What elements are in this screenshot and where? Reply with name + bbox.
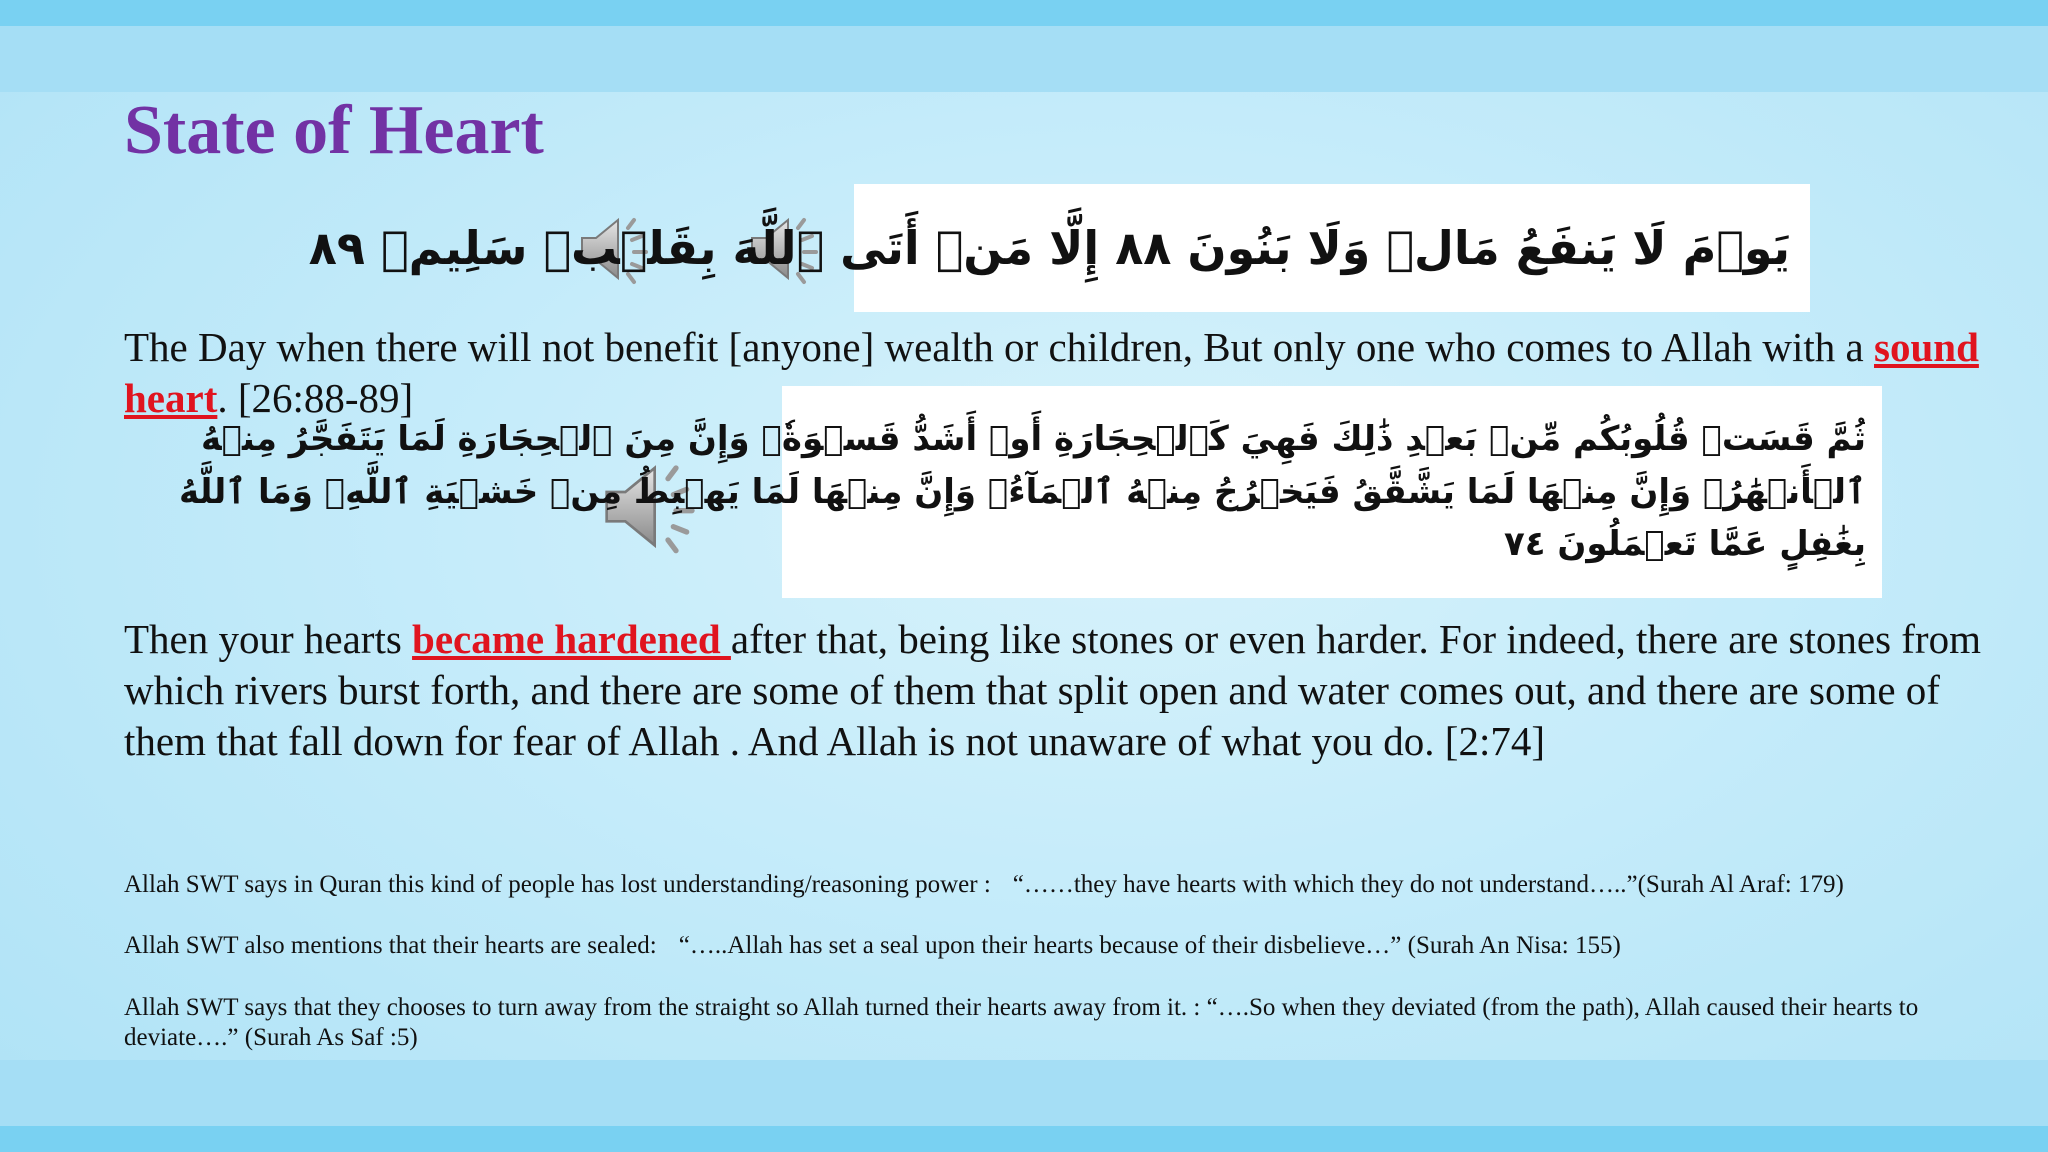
note-text: Allah SWT says in Quran this kind of people has lost understanding/reasoning power : xyxy=(124,871,991,898)
bottom-band-light xyxy=(0,1060,2048,1126)
translation-text: after that, being like stones or even harder. For indeed, there are stones from which rivers burst forth, and there are some of them that split open and water comes out, and there are some of them that fall down for fear of Allah . And Allah is not unaware of what you do. [2:74] xyxy=(124,616,1981,764)
top-band-dark xyxy=(0,0,2048,26)
note-quote: “…..Allah has set a seal upon their hearts because of their disbelieve…” (Surah An Nisa: 155) xyxy=(678,932,1621,959)
note-item xyxy=(124,993,1974,1053)
slide-title: State of Heart xyxy=(124,92,544,169)
top-band-light xyxy=(0,26,2048,92)
note-item xyxy=(124,870,1974,900)
note-quote: “……they have hearts with which they do not understand…..”(Surah Al Araf: 179) xyxy=(1012,871,1844,898)
highlight-became-hardened: became hardened xyxy=(412,616,731,662)
translation-2-74 xyxy=(124,614,2024,767)
bottom-band-dark xyxy=(0,1126,2048,1152)
translation-26-88-89 xyxy=(124,322,2024,424)
note-text: Allah SWT says that they chooses to turn away from the straight so Allah turned their hearts away from it. : xyxy=(124,994,1201,1021)
note-quote: “….So when they deviated (from the path), Allah caused their hearts to deviate….” (Surah As Saf :5) xyxy=(124,994,1919,1051)
note-text: Allah SWT also mentions that their hearts are sealed: xyxy=(124,932,657,959)
arabic-line: بِغَٰفِلٍ عَمَّا تَعۡمَلُونَ ٧٤ xyxy=(1504,524,1866,565)
arabic-line: ٱلۡأَنۡهَٰرُۚ وَإِنَّ مِنۡهَا لَمَا يَشَّقَّقُ فَيَخۡرُجُ مِنۡهُ ٱلۡمَآءُۚ وَإِنَّ مِنۡهَا لَمَا يَهۡبِطُ مِنۡ خَشۡيَةِ ٱللَّهِۗ وَمَا ٱللَّهُ xyxy=(178,471,1866,512)
highlight-sound-heart: sound heart xyxy=(124,324,1979,421)
arabic-line: يَوۡمَ لَا يَنفَعُ مَالٞ وَلَا بَنُونَ ٨٨ إِلَّا مَنۡ أَتَى ٱللَّهَ بِقَلۡبٖ سَلِيمٖ ٨٩ xyxy=(308,221,1790,275)
note-item xyxy=(124,931,1974,961)
translation-text: Then your hearts xyxy=(124,616,413,662)
arabic-line: ثُمَّ قَسَتۡ قُلُوبُكُم مِّنۢ بَعۡدِ ذَٰلِكَ فَهِيَ كَٱلۡحِجَارَةِ أَوۡ أَشَدُّ قَسۡوَةٗۚ وَإِنَّ مِنَ ٱلۡحِجَارَةِ لَمَا يَتَفَجَّرُ مِنۡهُ xyxy=(200,418,1866,459)
translation-text: The Day when there will not benefit [anyone] wealth or children, But only one who comes to Allah with a xyxy=(124,324,1875,370)
translation-reference: . [26:88-89] xyxy=(217,375,414,421)
arabic-verse-26-88-89 xyxy=(308,184,1810,312)
